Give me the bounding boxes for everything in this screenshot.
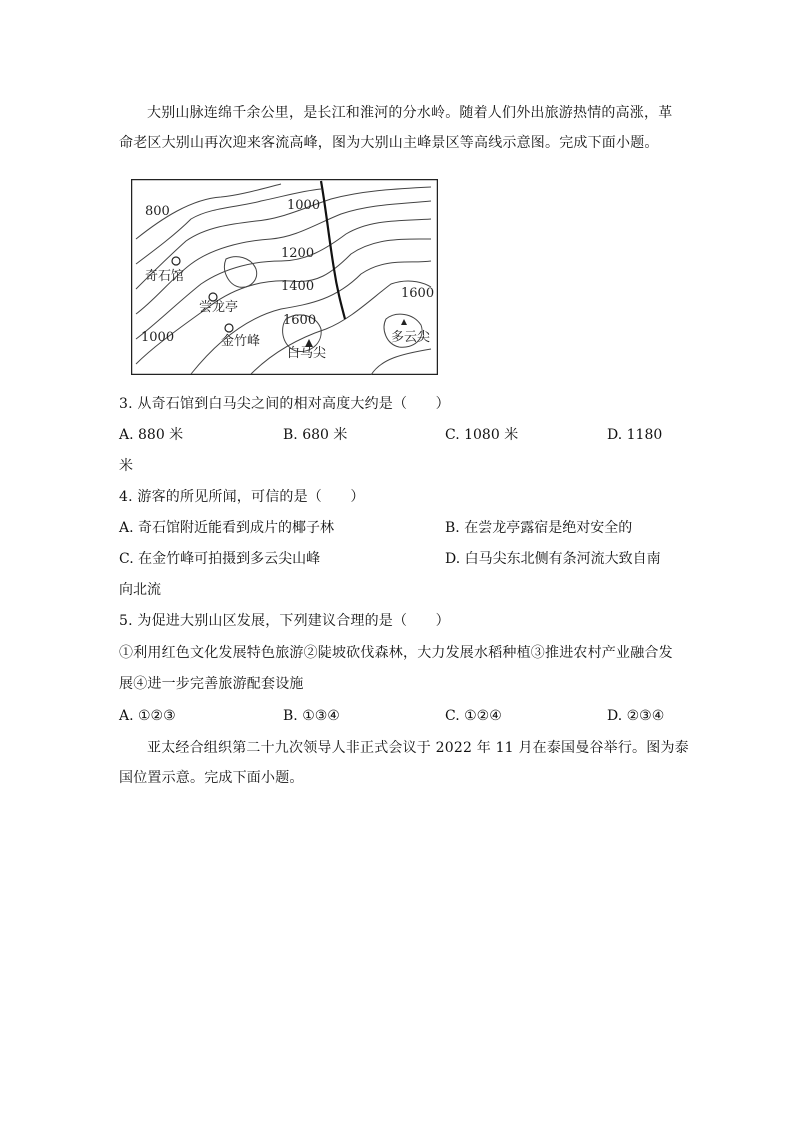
q4-stem: 4. 游客的所见所闻，可信的是（ ）: [119, 489, 365, 505]
q3-option-b[interactable]: B. 680 米: [283, 427, 348, 443]
q4-option-a[interactable]: A. 奇石馆附近能看到成片的椰子林: [119, 520, 335, 536]
contour-label-1600-center: 1600: [283, 313, 317, 328]
place-label-baimajian: 白马尖: [287, 346, 327, 361]
contour-label-1600-right: 1600: [401, 286, 435, 301]
q3-stem: 3. 从奇石馆到白马尖之间的相对高度大约是（ ）: [119, 396, 450, 412]
q5-option-a[interactable]: A. ①②③: [119, 708, 176, 724]
intro2-line-2: 国位置示意。完成下面小题。: [119, 770, 304, 786]
contour-label-1200: 1200: [281, 246, 315, 261]
contour-map: [131, 179, 438, 375]
q5-option-c[interactable]: C. ①②④: [445, 708, 502, 724]
q4-option-b[interactable]: B. 在尝龙亭露宿是绝对安全的: [445, 520, 633, 536]
contour-label-1400: 1400: [281, 279, 315, 294]
q5-stem: 5. 为促进大别山区发展，下列建议合理的是（ ）: [119, 613, 450, 629]
q4-option-d-continued: 向北流: [119, 582, 161, 598]
place-label-qishiguan: 奇石馆: [145, 269, 185, 284]
place-label-jinzhufeng: 金竹峰: [221, 334, 261, 349]
q5-option-d[interactable]: D. ②③④: [607, 708, 665, 724]
jinzhufeng-marker: [225, 324, 233, 332]
intro-line-2: 命老区大别山再次迎来客流高峰，图为大别山主峰景区等高线示意图。完成下面小题。: [119, 135, 659, 151]
q5-items-line-1: ①利用红色文化发展特色旅游②陡坡砍伐森林，大力发展水稻种植③推进农村产业融合发: [119, 645, 673, 661]
q3-option-d[interactable]: D. 1180: [607, 427, 663, 443]
q5-option-b[interactable]: B. ①③④: [283, 708, 340, 724]
q4-option-c[interactable]: C. 在金竹峰可拍摄到多云尖山峰: [119, 551, 321, 567]
place-label-duoyunjian: 多云尖: [391, 330, 431, 345]
contour-label-1000-left: 1000: [141, 330, 175, 345]
intro-line-1: 大别山脉连绵千余公里，是长江和淮河的分水岭。随着人们外出旅游热情的高涨，革: [147, 105, 673, 121]
q3-option-a[interactable]: A. 880 米: [119, 427, 184, 443]
intro2-line-1: 亚太经合组织第二十九次领导人非正式会议于 2022 年 11 月在泰国曼谷举行。图为泰: [147, 740, 689, 756]
q4-option-d[interactable]: D. 白马尖东北侧有条河流大致自南: [445, 551, 661, 567]
contour-label-800: 800: [145, 204, 170, 219]
q5-items-line-2: 展④进一步完善旅游配套设施: [119, 676, 304, 692]
q3-option-d-continued: 米: [119, 458, 133, 474]
q3-option-c[interactable]: C. 1080 米: [445, 427, 519, 443]
qishiguan-marker: [172, 257, 180, 265]
place-label-changlongting: 尝龙亭: [199, 300, 239, 315]
contour-label-1000-top: 1000: [287, 198, 321, 213]
